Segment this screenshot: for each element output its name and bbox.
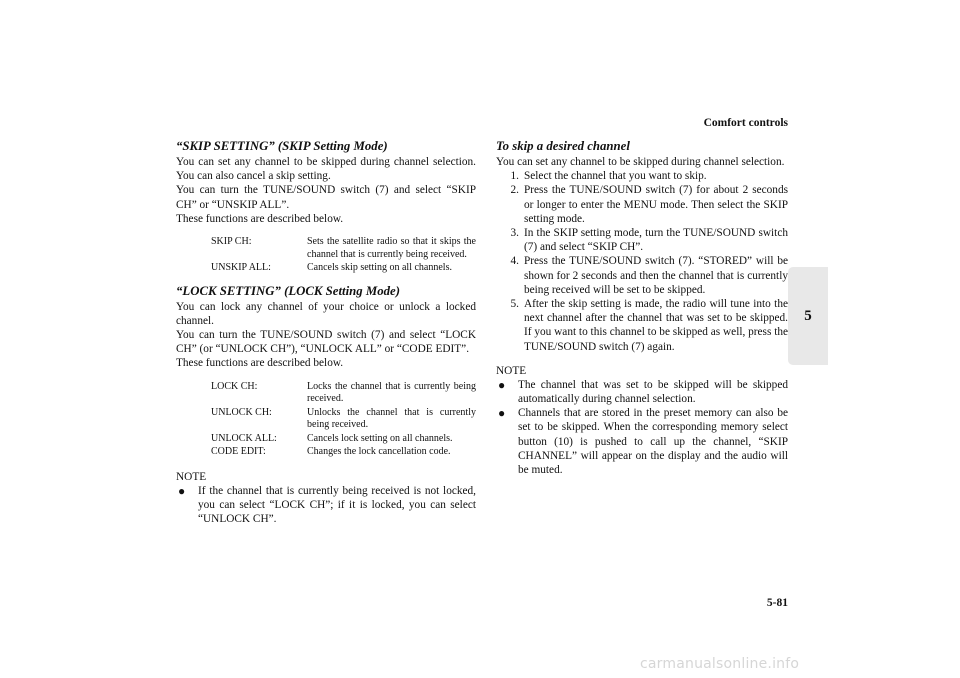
definition-description: Sets the satellite radio so that it skips the channel that is currently being received.: [307, 236, 476, 260]
page-number: 5-81: [766, 597, 788, 609]
step-number: 3.: [510, 227, 519, 240]
running-head: Comfort controls: [703, 117, 788, 129]
note-item: [496, 406, 788, 477]
right-column: [496, 139, 788, 477]
step-number: 1.: [510, 170, 519, 183]
definition-term: CODE EDIT:: [211, 446, 266, 458]
left-note: [176, 470, 476, 527]
definition-description: Unlocks the channel that is currently being received.: [307, 406, 476, 431]
step-item: [496, 226, 788, 254]
definition-description: Locks the channel that is currently being received.: [307, 380, 476, 405]
skip-setting-heading: “SKIP SETTING” (SKIP Setting Mode): [176, 139, 388, 153]
step-number: 2.: [510, 184, 519, 197]
definition-term: UNSKIP ALL:: [211, 262, 271, 274]
step-text: Press the TUNE/SOUND switch (7). “STORED” will be shown for 2 seconds and then the channel that is currently being received will be set to be skipped.: [524, 255, 788, 296]
definition-row: [211, 446, 476, 460]
note-label: NOTE: [496, 364, 527, 377]
definition-term: SKIP CH:: [211, 236, 252, 248]
definition-description: Changes the lock cancellation code.: [307, 446, 451, 458]
skip-setting-section: [176, 139, 476, 276]
note-list: [496, 378, 788, 477]
step-item: [496, 169, 788, 183]
chapter-tab[interactable]: [788, 267, 828, 365]
steps-list: [496, 169, 788, 354]
note-text: The channel that was set to be skipped will be skipped automatically during channel selection.: [518, 378, 788, 406]
left-column: [176, 139, 476, 526]
note-text: Channels that are stored in the preset memory can also be set to be skipped. When the corresponding memory select button (10) is pushed to call up the channel, “SKIP CHANNEL” will appear on the display and the audio will be muted.: [518, 407, 788, 477]
definition-row: [211, 236, 476, 262]
lock-setting-heading: “LOCK SETTING” (LOCK Setting Mode): [176, 283, 400, 298]
definition-row: [211, 381, 476, 407]
lock-setting-section: [176, 284, 476, 460]
step-text: Press the TUNE/SOUND switch (7) for about 2 seconds or longer to enter the MENU mode. Then select the SKIP setting mode.: [524, 184, 788, 225]
step-item: [496, 183, 788, 226]
note-item: [496, 378, 788, 406]
right-note: [496, 364, 788, 477]
skip-definitions-table: [211, 236, 476, 276]
watermark: carmanualsonline.info: [640, 656, 800, 672]
step-text: After the skip setting is made, the radio will tune into the next channel after the channel that was set to be skipped. If you want to this channel to be skipped as well, press the TUNE/SOUND switch (7) again.: [524, 298, 788, 353]
step-item: [496, 297, 788, 354]
step-item: [496, 254, 788, 297]
skip-setting-paragraph-3: These functions are described below.: [176, 212, 344, 225]
skip-channel-intro: You can set any channel to be skipped during channel selection.: [496, 156, 785, 168]
definition-row: [211, 433, 476, 447]
definition-term: UNLOCK ALL:: [211, 432, 277, 444]
skip-setting-paragraph-2: You can turn the TUNE/SOUND switch (7) and select “SKIP CH” or “UNSKIP ALL”.: [176, 184, 476, 211]
bullet-icon: ●: [178, 483, 186, 498]
step-text: Select the channel that you want to skip.: [524, 170, 707, 183]
definition-description: Cancels skip setting on all channels.: [307, 262, 452, 274]
definition-row: [211, 262, 476, 276]
definition-term: UNLOCK CH:: [211, 406, 272, 418]
step-number: 4.: [510, 255, 519, 268]
chapter-number: 5: [804, 307, 812, 324]
note-item: [176, 484, 476, 527]
note-list: [176, 484, 476, 527]
bullet-icon: ●: [498, 377, 506, 392]
definition-row: [211, 407, 476, 433]
definition-term: LOCK CH:: [211, 380, 258, 392]
skip-channel-heading: To skip a desired channel: [496, 139, 630, 153]
lock-setting-paragraph-3: These functions are described below.: [176, 357, 344, 370]
skip-setting-paragraph-1: You can set any channel to be skipped during channel selection. You can also cancel a skip setting.: [176, 156, 476, 183]
definition-description: Cancels lock setting on all channels.: [307, 432, 453, 444]
bullet-icon: ●: [498, 406, 506, 421]
skip-channel-section: [496, 139, 788, 354]
step-number: 5.: [510, 298, 519, 311]
lock-definitions-table: [211, 381, 476, 460]
step-text: In the SKIP setting mode, turn the TUNE/SOUND switch (7) and select “SKIP CH”.: [524, 227, 788, 254]
lock-setting-paragraph-1: You can lock any channel of your choice or unlock a locked channel.: [176, 300, 476, 327]
lock-setting-paragraph-2: You can turn the TUNE/SOUND switch (7) and select “LOCK CH” (or “UNLOCK CH”), “UNLOCK ALL” or “CODE EDIT”.: [176, 328, 476, 356]
note-text: If the channel that is currently being received is not locked, you can select “LOCK CH”; if it is locked, you can select “UNLOCK CH”.: [198, 484, 476, 525]
note-label: NOTE: [176, 470, 207, 483]
